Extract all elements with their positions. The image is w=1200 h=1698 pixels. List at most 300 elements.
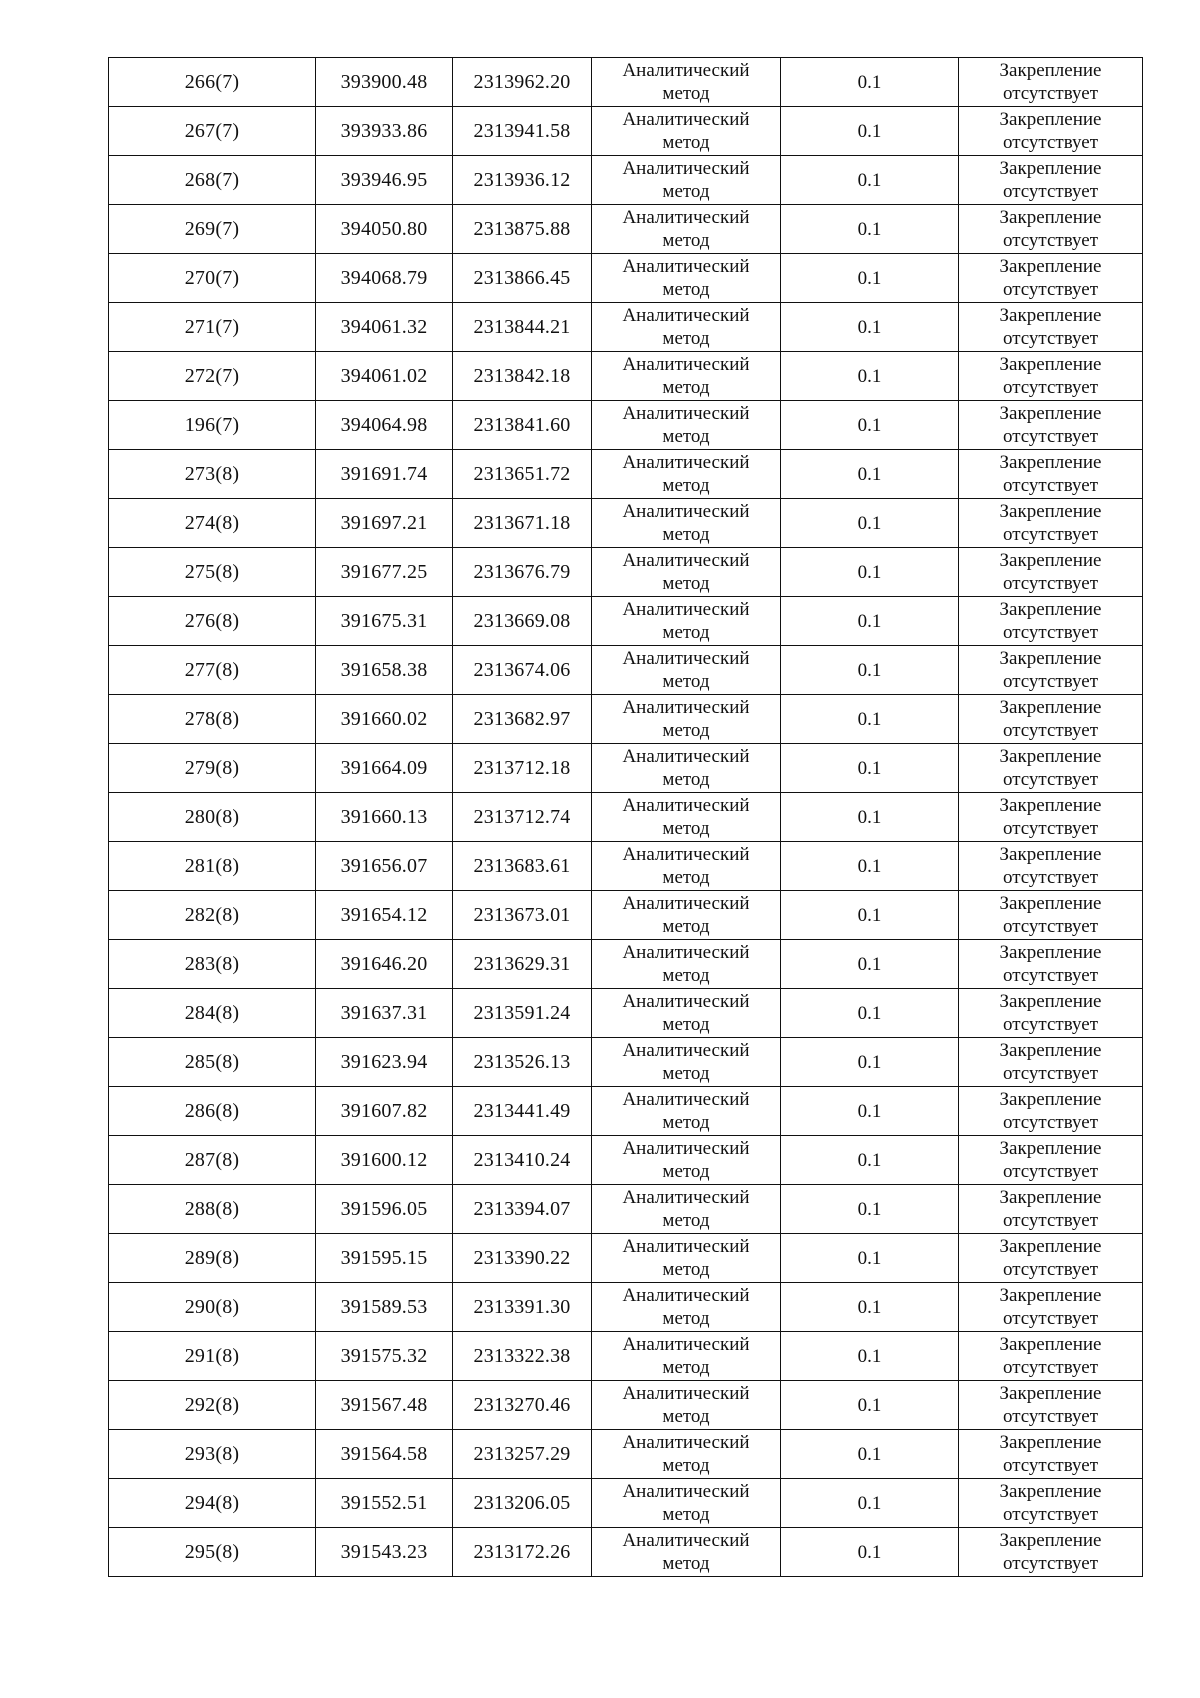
x-coordinate-cell: 391552.51 — [316, 1479, 453, 1528]
fixing-line-2: отсутствует — [1002, 1014, 1099, 1035]
method-line-1: Аналитический — [622, 305, 750, 326]
method-cell — [592, 1185, 781, 1234]
point-cell: 268(7) — [109, 156, 316, 205]
table-row — [109, 1332, 1143, 1381]
point-cell: 267(7) — [109, 107, 316, 156]
fixing-line-2: отсутствует — [1002, 671, 1099, 692]
fixing-cell — [959, 842, 1143, 891]
method-line-1: Аналитический — [622, 1138, 750, 1159]
point-cell: 270(7) — [109, 254, 316, 303]
method-cell — [592, 1479, 781, 1528]
fixing-line-2: отсутствует — [1002, 769, 1099, 790]
fixing-cell — [959, 1332, 1143, 1381]
fixing-cell — [959, 450, 1143, 499]
fixing-line-1: Закрепление — [999, 1138, 1102, 1159]
method-line-1: Аналитический — [622, 256, 750, 277]
method-line-1: Аналитический — [622, 1040, 750, 1061]
method-cell — [592, 401, 781, 450]
y-coordinate-cell: 2313526.13 — [453, 1038, 592, 1087]
method-cell — [592, 58, 781, 107]
y-coordinate-cell: 2313391.30 — [453, 1283, 592, 1332]
fixing-line-1: Закрепление — [999, 1089, 1102, 1110]
accuracy-cell: 0.1 — [781, 1381, 959, 1430]
table-row — [109, 646, 1143, 695]
table-row — [109, 940, 1143, 989]
accuracy-cell: 0.1 — [781, 548, 959, 597]
fixing-line-2: отсутствует — [1002, 524, 1099, 545]
method-line-2: метод — [662, 769, 710, 790]
y-coordinate-cell: 2313841.60 — [453, 401, 592, 450]
method-cell — [592, 303, 781, 352]
method-cell — [592, 989, 781, 1038]
method-line-1: Аналитический — [622, 1481, 750, 1502]
fixing-cell — [959, 793, 1143, 842]
accuracy-cell: 0.1 — [781, 352, 959, 401]
method-line-2: метод — [662, 720, 710, 741]
point-cell: 288(8) — [109, 1185, 316, 1234]
fixing-line-1: Закрепление — [999, 1285, 1102, 1306]
fixing-line-2: отсутствует — [1002, 1553, 1099, 1574]
method-line-1: Аналитический — [622, 697, 750, 718]
point-cell: 266(7) — [109, 58, 316, 107]
fixing-line-1: Закрепление — [999, 795, 1102, 816]
accuracy-cell: 0.1 — [781, 1528, 959, 1577]
x-coordinate-cell: 394064.98 — [316, 401, 453, 450]
accuracy-cell: 0.1 — [781, 156, 959, 205]
fixing-line-1: Закрепление — [999, 844, 1102, 865]
x-coordinate-cell: 391691.74 — [316, 450, 453, 499]
method-line-2: метод — [662, 1063, 710, 1084]
point-cell: 290(8) — [109, 1283, 316, 1332]
table-row — [109, 842, 1143, 891]
fixing-cell — [959, 548, 1143, 597]
x-coordinate-cell: 394068.79 — [316, 254, 453, 303]
point-cell: 283(8) — [109, 940, 316, 989]
method-line-2: метод — [662, 671, 710, 692]
method-cell — [592, 499, 781, 548]
method-line-2: метод — [662, 1553, 710, 1574]
table-row — [109, 1283, 1143, 1332]
y-coordinate-cell: 2313172.26 — [453, 1528, 592, 1577]
point-cell: 272(7) — [109, 352, 316, 401]
method-line-1: Аналитический — [622, 1530, 750, 1551]
fixing-line-1: Закрепление — [999, 1383, 1102, 1404]
fixing-line-1: Закрепление — [999, 501, 1102, 522]
accuracy-cell: 0.1 — [781, 1430, 959, 1479]
table-row — [109, 1381, 1143, 1430]
x-coordinate-cell: 391595.15 — [316, 1234, 453, 1283]
coordinates-table — [108, 57, 1143, 1577]
fixing-cell — [959, 891, 1143, 940]
fixing-cell — [959, 695, 1143, 744]
method-line-2: метод — [662, 181, 710, 202]
fixing-line-1: Закрепление — [999, 1530, 1102, 1551]
method-line-2: метод — [662, 1308, 710, 1329]
accuracy-cell: 0.1 — [781, 1136, 959, 1185]
fixing-cell — [959, 1185, 1143, 1234]
table-row — [109, 1038, 1143, 1087]
fixing-cell — [959, 1136, 1143, 1185]
fixing-cell — [959, 940, 1143, 989]
y-coordinate-cell: 2313673.01 — [453, 891, 592, 940]
method-line-2: метод — [662, 1357, 710, 1378]
fixing-line-2: отсутствует — [1002, 1210, 1099, 1231]
x-coordinate-cell: 391675.31 — [316, 597, 453, 646]
accuracy-cell: 0.1 — [781, 646, 959, 695]
accuracy-cell: 0.1 — [781, 58, 959, 107]
method-line-2: метод — [662, 1406, 710, 1427]
method-cell — [592, 205, 781, 254]
fixing-line-2: отсутствует — [1002, 622, 1099, 643]
fixing-line-1: Закрепление — [999, 60, 1102, 81]
accuracy-cell: 0.1 — [781, 989, 959, 1038]
table-row — [109, 205, 1143, 254]
accuracy-cell: 0.1 — [781, 744, 959, 793]
method-cell — [592, 1332, 781, 1381]
x-coordinate-cell: 391623.94 — [316, 1038, 453, 1087]
fixing-line-2: отсутствует — [1002, 1455, 1099, 1476]
fixing-line-2: отсутствует — [1002, 279, 1099, 300]
fixing-cell — [959, 107, 1143, 156]
table-row — [109, 793, 1143, 842]
y-coordinate-cell: 2313844.21 — [453, 303, 592, 352]
fixing-line-1: Закрепление — [999, 207, 1102, 228]
method-line-2: метод — [662, 916, 710, 937]
x-coordinate-cell: 391646.20 — [316, 940, 453, 989]
accuracy-cell: 0.1 — [781, 1283, 959, 1332]
method-line-1: Аналитический — [622, 893, 750, 914]
method-cell — [592, 646, 781, 695]
point-cell: 293(8) — [109, 1430, 316, 1479]
method-line-2: метод — [662, 83, 710, 104]
method-cell — [592, 1087, 781, 1136]
x-coordinate-cell: 394061.02 — [316, 352, 453, 401]
accuracy-cell: 0.1 — [781, 842, 959, 891]
method-cell — [592, 548, 781, 597]
method-line-2: метод — [662, 818, 710, 839]
fixing-cell — [959, 597, 1143, 646]
fixing-line-2: отсутствует — [1002, 965, 1099, 986]
table-row — [109, 303, 1143, 352]
method-line-1: Аналитический — [622, 599, 750, 620]
fixing-line-1: Закрепление — [999, 452, 1102, 473]
method-line-1: Аналитический — [622, 354, 750, 375]
x-coordinate-cell: 391660.02 — [316, 695, 453, 744]
y-coordinate-cell: 2313410.24 — [453, 1136, 592, 1185]
point-cell: 285(8) — [109, 1038, 316, 1087]
point-cell: 278(8) — [109, 695, 316, 744]
point-cell: 281(8) — [109, 842, 316, 891]
fixing-cell — [959, 1479, 1143, 1528]
fixing-line-1: Закрепление — [999, 942, 1102, 963]
method-line-1: Аналитический — [622, 942, 750, 963]
fixing-cell — [959, 1234, 1143, 1283]
method-line-1: Аналитический — [622, 1236, 750, 1257]
fixing-line-1: Закрепление — [999, 354, 1102, 375]
fixing-line-2: отсутствует — [1002, 867, 1099, 888]
fixing-line-2: отсутствует — [1002, 818, 1099, 839]
fixing-cell — [959, 401, 1143, 450]
method-line-1: Аналитический — [622, 1089, 750, 1110]
fixing-line-2: отсутствует — [1002, 720, 1099, 741]
method-line-1: Аналитический — [622, 403, 750, 424]
method-cell — [592, 891, 781, 940]
point-cell: 282(8) — [109, 891, 316, 940]
method-cell — [592, 1430, 781, 1479]
y-coordinate-cell: 2313842.18 — [453, 352, 592, 401]
accuracy-cell: 0.1 — [781, 205, 959, 254]
accuracy-cell: 0.1 — [781, 1038, 959, 1087]
method-line-1: Аналитический — [622, 991, 750, 1012]
table-row — [109, 499, 1143, 548]
fixing-cell — [959, 1038, 1143, 1087]
method-line-1: Аналитический — [622, 109, 750, 130]
method-line-2: метод — [662, 475, 710, 496]
y-coordinate-cell: 2313866.45 — [453, 254, 592, 303]
fixing-line-2: отсутствует — [1002, 1357, 1099, 1378]
point-cell: 289(8) — [109, 1234, 316, 1283]
point-cell: 273(8) — [109, 450, 316, 499]
fixing-line-2: отсутствует — [1002, 1112, 1099, 1133]
accuracy-cell: 0.1 — [781, 401, 959, 450]
point-cell: 286(8) — [109, 1087, 316, 1136]
method-line-1: Аналитический — [622, 746, 750, 767]
method-line-1: Аналитический — [622, 452, 750, 473]
method-cell — [592, 1381, 781, 1430]
table-row — [109, 989, 1143, 1038]
fixing-cell — [959, 205, 1143, 254]
method-cell — [592, 842, 781, 891]
y-coordinate-cell: 2313682.97 — [453, 695, 592, 744]
method-line-2: метод — [662, 279, 710, 300]
accuracy-cell: 0.1 — [781, 793, 959, 842]
fixing-line-2: отсутствует — [1002, 181, 1099, 202]
method-cell — [592, 254, 781, 303]
method-line-1: Аналитический — [622, 501, 750, 522]
point-cell: 284(8) — [109, 989, 316, 1038]
x-coordinate-cell: 391575.32 — [316, 1332, 453, 1381]
y-coordinate-cell: 2313591.24 — [453, 989, 592, 1038]
x-coordinate-cell: 393900.48 — [316, 58, 453, 107]
x-coordinate-cell: 391664.09 — [316, 744, 453, 793]
y-coordinate-cell: 2313962.20 — [453, 58, 592, 107]
x-coordinate-cell: 391656.07 — [316, 842, 453, 891]
table-row — [109, 107, 1143, 156]
accuracy-cell: 0.1 — [781, 450, 959, 499]
x-coordinate-cell: 391658.38 — [316, 646, 453, 695]
fixing-cell — [959, 254, 1143, 303]
x-coordinate-cell: 393933.86 — [316, 107, 453, 156]
fixing-line-2: отсутствует — [1002, 83, 1099, 104]
accuracy-cell: 0.1 — [781, 1332, 959, 1381]
method-cell — [592, 597, 781, 646]
x-coordinate-cell: 391600.12 — [316, 1136, 453, 1185]
y-coordinate-cell: 2313676.79 — [453, 548, 592, 597]
fixing-line-1: Закрепление — [999, 1236, 1102, 1257]
table-row — [109, 1087, 1143, 1136]
point-cell: 294(8) — [109, 1479, 316, 1528]
method-line-1: Аналитический — [622, 1285, 750, 1306]
method-line-2: метод — [662, 867, 710, 888]
y-coordinate-cell: 2313875.88 — [453, 205, 592, 254]
fixing-cell — [959, 989, 1143, 1038]
fixing-cell — [959, 156, 1143, 205]
accuracy-cell: 0.1 — [781, 940, 959, 989]
y-coordinate-cell: 2313712.74 — [453, 793, 592, 842]
method-line-2: метод — [662, 1504, 710, 1525]
fixing-cell — [959, 352, 1143, 401]
y-coordinate-cell: 2313270.46 — [453, 1381, 592, 1430]
y-coordinate-cell: 2313206.05 — [453, 1479, 592, 1528]
method-cell — [592, 352, 781, 401]
fixing-cell — [959, 303, 1143, 352]
x-coordinate-cell: 391677.25 — [316, 548, 453, 597]
table-row — [109, 401, 1143, 450]
y-coordinate-cell: 2313674.06 — [453, 646, 592, 695]
fixing-cell — [959, 1283, 1143, 1332]
fixing-cell — [959, 499, 1143, 548]
point-cell: 295(8) — [109, 1528, 316, 1577]
table-row — [109, 695, 1143, 744]
fixing-line-1: Закрепление — [999, 1481, 1102, 1502]
fixing-cell — [959, 58, 1143, 107]
x-coordinate-cell: 391543.23 — [316, 1528, 453, 1577]
method-line-2: метод — [662, 1161, 710, 1182]
fixing-line-1: Закрепление — [999, 746, 1102, 767]
method-cell — [592, 107, 781, 156]
fixing-line-2: отсутствует — [1002, 328, 1099, 349]
method-line-1: Аналитический — [622, 158, 750, 179]
fixing-line-2: отсутствует — [1002, 1259, 1099, 1280]
point-cell: 277(8) — [109, 646, 316, 695]
method-cell — [592, 156, 781, 205]
point-cell: 271(7) — [109, 303, 316, 352]
x-coordinate-cell: 391697.21 — [316, 499, 453, 548]
fixing-line-2: отсутствует — [1002, 132, 1099, 153]
fixing-line-2: отсутствует — [1002, 426, 1099, 447]
x-coordinate-cell: 391637.31 — [316, 989, 453, 1038]
fixing-line-1: Закрепление — [999, 991, 1102, 1012]
y-coordinate-cell: 2313441.49 — [453, 1087, 592, 1136]
fixing-line-1: Закрепление — [999, 403, 1102, 424]
table-row — [109, 891, 1143, 940]
x-coordinate-cell: 394061.32 — [316, 303, 453, 352]
fixing-line-1: Закрепление — [999, 1432, 1102, 1453]
method-line-2: метод — [662, 524, 710, 545]
table-row — [109, 1234, 1143, 1283]
table-row — [109, 450, 1143, 499]
method-line-2: метод — [662, 328, 710, 349]
fixing-line-1: Закрепление — [999, 697, 1102, 718]
method-line-2: метод — [662, 132, 710, 153]
fixing-line-2: отсутствует — [1002, 230, 1099, 251]
y-coordinate-cell: 2313629.31 — [453, 940, 592, 989]
method-line-1: Аналитический — [622, 60, 750, 81]
method-line-2: метод — [662, 1014, 710, 1035]
fixing-line-2: отсутствует — [1002, 377, 1099, 398]
method-line-2: метод — [662, 1210, 710, 1231]
fixing-line-2: отсутствует — [1002, 475, 1099, 496]
y-coordinate-cell: 2313669.08 — [453, 597, 592, 646]
y-coordinate-cell: 2313936.12 — [453, 156, 592, 205]
fixing-line-2: отсутствует — [1002, 1406, 1099, 1427]
method-line-2: метод — [662, 622, 710, 643]
method-line-1: Аналитический — [622, 1334, 750, 1355]
fixing-line-1: Закрепление — [999, 158, 1102, 179]
y-coordinate-cell: 2313712.18 — [453, 744, 592, 793]
fixing-line-2: отсутствует — [1002, 573, 1099, 594]
accuracy-cell: 0.1 — [781, 1185, 959, 1234]
table-row — [109, 352, 1143, 401]
method-line-1: Аналитический — [622, 844, 750, 865]
x-coordinate-cell: 394050.80 — [316, 205, 453, 254]
method-cell — [592, 695, 781, 744]
y-coordinate-cell: 2313257.29 — [453, 1430, 592, 1479]
point-cell: 274(8) — [109, 499, 316, 548]
coordinates-table-body — [109, 58, 1143, 1577]
x-coordinate-cell: 391660.13 — [316, 793, 453, 842]
method-line-2: метод — [662, 965, 710, 986]
table-row — [109, 1430, 1143, 1479]
table-row — [109, 156, 1143, 205]
method-line-2: метод — [662, 573, 710, 594]
method-line-1: Аналитический — [622, 1432, 750, 1453]
table-row — [109, 58, 1143, 107]
point-cell: 269(7) — [109, 205, 316, 254]
method-cell — [592, 1234, 781, 1283]
method-cell — [592, 744, 781, 793]
fixing-line-1: Закрепление — [999, 599, 1102, 620]
method-line-2: метод — [662, 1259, 710, 1280]
method-line-2: метод — [662, 426, 710, 447]
method-cell — [592, 793, 781, 842]
table-row — [109, 1528, 1143, 1577]
fixing-line-1: Закрепление — [999, 893, 1102, 914]
point-cell: 196(7) — [109, 401, 316, 450]
point-cell: 279(8) — [109, 744, 316, 793]
method-line-2: метод — [662, 230, 710, 251]
accuracy-cell: 0.1 — [781, 597, 959, 646]
point-cell: 292(8) — [109, 1381, 316, 1430]
fixing-line-1: Закрепление — [999, 1334, 1102, 1355]
point-cell: 287(8) — [109, 1136, 316, 1185]
accuracy-cell: 0.1 — [781, 1234, 959, 1283]
fixing-line-1: Закрепление — [999, 256, 1102, 277]
accuracy-cell: 0.1 — [781, 1087, 959, 1136]
accuracy-cell: 0.1 — [781, 254, 959, 303]
x-coordinate-cell: 391654.12 — [316, 891, 453, 940]
method-line-1: Аналитический — [622, 207, 750, 228]
table-row — [109, 597, 1143, 646]
y-coordinate-cell: 2313394.07 — [453, 1185, 592, 1234]
fixing-line-2: отсутствует — [1002, 1308, 1099, 1329]
fixing-line-1: Закрепление — [999, 305, 1102, 326]
x-coordinate-cell: 391607.82 — [316, 1087, 453, 1136]
point-cell: 291(8) — [109, 1332, 316, 1381]
point-cell: 275(8) — [109, 548, 316, 597]
accuracy-cell: 0.1 — [781, 303, 959, 352]
point-cell: 280(8) — [109, 793, 316, 842]
method-cell — [592, 450, 781, 499]
fixing-line-2: отсутствует — [1002, 1504, 1099, 1525]
fixing-cell — [959, 646, 1143, 695]
x-coordinate-cell: 391589.53 — [316, 1283, 453, 1332]
table-row — [109, 1136, 1143, 1185]
accuracy-cell: 0.1 — [781, 695, 959, 744]
fixing-line-1: Закрепление — [999, 648, 1102, 669]
table-row — [109, 254, 1143, 303]
method-line-1: Аналитический — [622, 795, 750, 816]
